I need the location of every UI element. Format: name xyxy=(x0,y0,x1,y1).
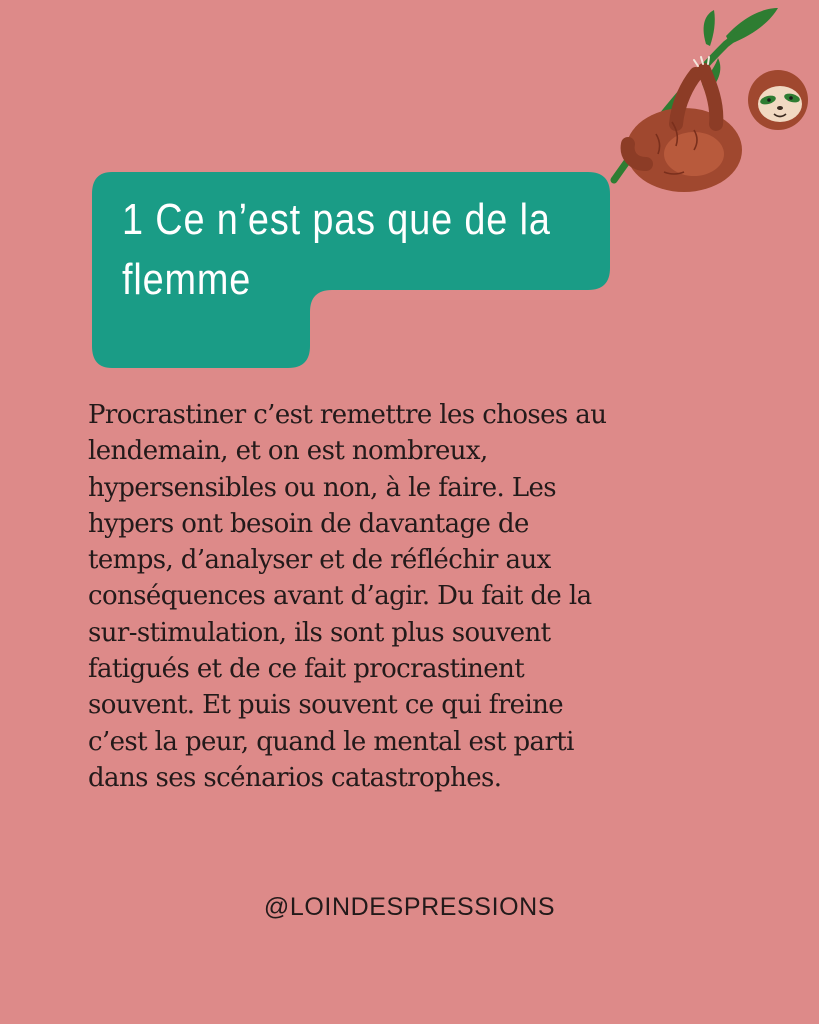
body-line: sur-stimulation, ils sont plus souvent xyxy=(88,617,551,648)
body-line: dans ses scénarios catastrophes. xyxy=(88,762,502,793)
body-line: souvent. Et puis souvent ce qui freine xyxy=(88,690,564,721)
leaf-icon xyxy=(704,10,715,46)
body-paragraph xyxy=(88,397,738,796)
body-line: temps, d’analyser et de réfléchir aux xyxy=(88,545,551,576)
title-line: 1 Ce n’est pas que de la xyxy=(122,195,551,244)
body-line: hypersensibles ou non, à le faire. Les xyxy=(88,472,557,503)
body-line: fatigués et de ce fait procrastinent xyxy=(88,654,525,685)
body-line: lendemain, et on est nombreux, xyxy=(88,436,488,467)
body-line: conséquences avant d’agir. Du fait de la xyxy=(88,581,592,612)
sloth-eye-icon xyxy=(767,98,771,102)
sloth-nose-icon xyxy=(777,106,783,110)
body-line: c’est la peur, quand le mental est parti xyxy=(88,726,574,757)
body-line: hypers ont besoin de davantage de xyxy=(88,508,529,539)
sloth-icon xyxy=(606,4,819,204)
body-line: Procrastiner c’est remettre les choses au xyxy=(88,400,607,430)
page-title xyxy=(122,190,551,310)
sloth-eye-icon xyxy=(789,96,793,100)
social-handle: @LOINDESPRESSIONS xyxy=(263,893,556,921)
sloth-belly xyxy=(664,132,724,176)
title-line: flemme xyxy=(122,255,252,304)
